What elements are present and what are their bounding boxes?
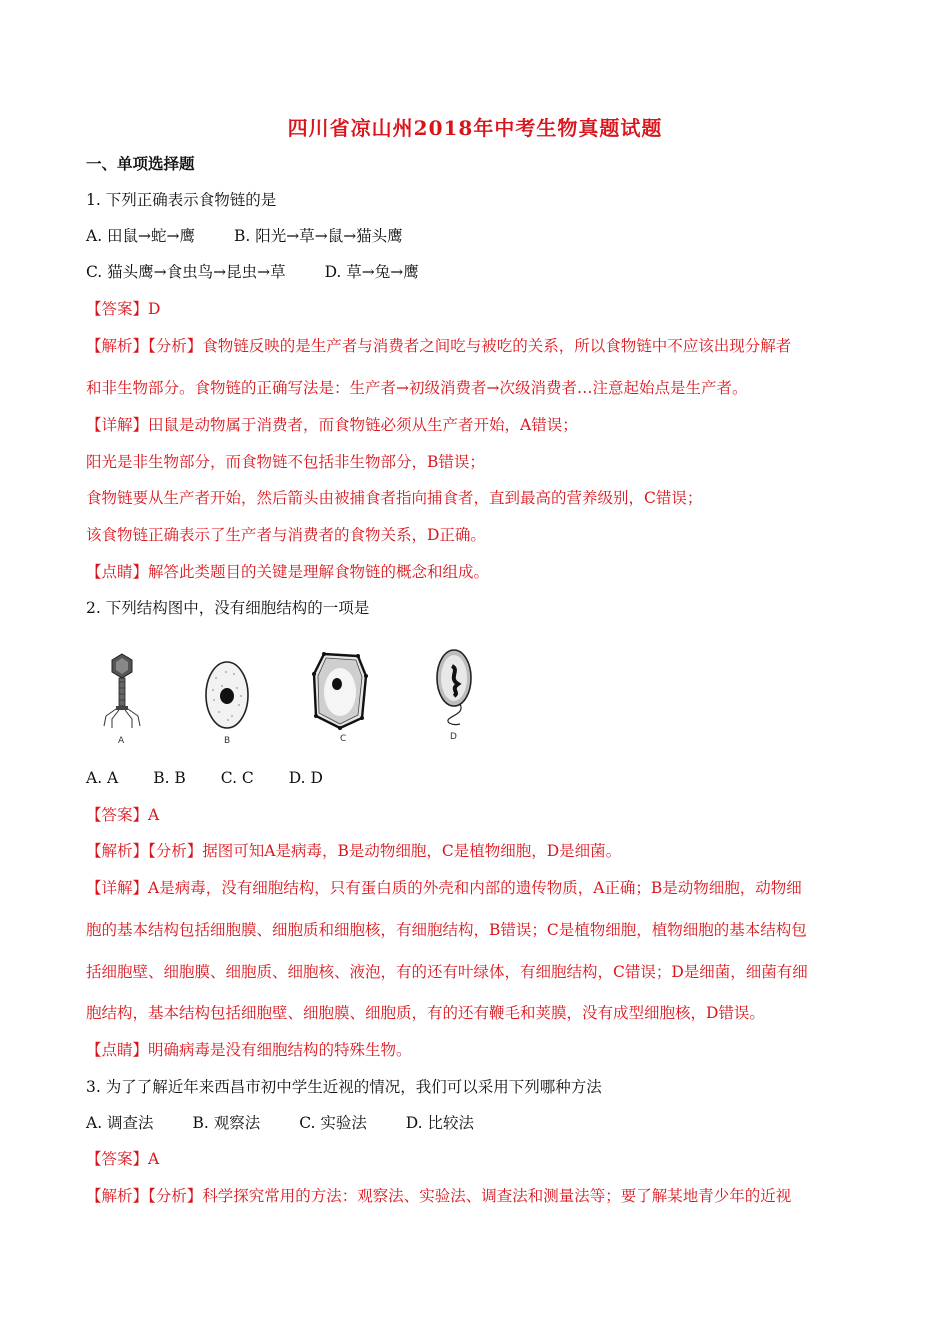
q2-detail-4: 胞结构，基本结构包括细胞壁、细胞膜、细胞质，有的还有鞭毛和荚膜，没有成型细胞核，D错误。 [86,1004,765,1022]
animal-cell-figure [204,660,250,730]
q2-option-d: D. D [288,769,323,787]
plant-cell-figure [310,650,370,732]
q1-answer: 【答案】D [86,300,161,318]
q1-detail-4: 该食物链正确表示了生产者与消费者的食物关系，D正确。 [86,526,486,544]
q2-answer: 【答案】A [86,806,160,824]
question-2-options [86,766,876,790]
figure-label-c: C [340,734,347,744]
document-title: 四川省凉山州2018年中考生物真题试题 [287,116,663,140]
q1-tip: 【点睛】解答此类题目的关键是理解食物链的概念和组成。 [86,563,490,581]
q1-detail-1: 【详解】田鼠是动物属于消费者，而食物链必须从生产者开始，A错误； [86,416,578,434]
q3-option-a: A. 调查法 [86,1114,154,1132]
q1-analysis: 【解析】【分析】食物链反映的是生产者与消费者之间吃与被吃的关系，所以食物链中不应该出现分解者 [86,337,792,355]
q2-option-a: A. A [86,769,119,787]
question-3-options [86,1111,876,1135]
q3-option-b: B. 观察法 [192,1114,261,1132]
q2-detail-2: 胞的基本结构包括细胞膜、细胞质和细胞核，有细胞结构，B错误；C是植物细胞，植物细胞的基本结构包 [86,921,807,939]
q2-option-c: C. C [220,769,254,787]
figure-label-b: B [224,736,231,746]
figure-label-d: D [450,732,457,742]
cell-structure-figures [100,646,500,756]
q1-detail-2: 阳光是非生物部分，而食物链不包括非生物部分，B错误； [86,453,485,471]
figure-label-a: A [118,736,125,746]
q3-analysis: 【解析】【分析】科学探究常用的方法：观察法、实验法、调查法和测量法等；要了解某地青少年的近视 [86,1187,792,1205]
question-1-options-row-1 [86,224,876,248]
virus-figure [100,646,144,746]
question-1-options-row-2 [86,260,876,284]
question-3-stem: 3. 为了了解近年来西昌市初中学生近视的情况，我们可以采用下列哪种方法 [86,1078,602,1096]
q3-option-c: C. 实验法 [299,1114,367,1132]
section-heading: 一、单项选择题 [86,154,195,173]
q3-option-d: D. 比较法 [405,1114,475,1132]
q3-answer: 【答案】A [86,1150,160,1168]
q1-detail-3: 食物链要从生产者开始，然后箭头由被捕食者指向捕食者，直到最高的营养级别，C错误； [86,489,703,507]
q2-option-b: B. B [153,769,186,787]
q2-detail-1: 【详解】A是病毒，没有细胞结构，只有蛋白质的外壳和内部的遗传物质，A正确；B是动物细胞，动物细 [86,879,802,897]
q1-option-d: D. 草→兔→鹰 [324,263,419,281]
q2-detail-3: 括细胞壁、细胞膜、细胞质、细胞核、液泡，有的还有叶绿体，有细胞结构，C错误；D是细菌，细菌有细 [86,963,808,981]
bacterium-figure [430,648,480,730]
question-1-stem: 1. 下列正确表示食物链的是 [86,191,277,209]
q2-analysis: 【解析】【分析】据图可知A是病毒，B是动物细胞，C是植物细胞，D是细菌。 [86,842,622,860]
q1-analysis-cont: 和非生物部分。食物链的正确写法是：生产者→初级消费者→次级消费者…注意起始点是生产者。 [86,379,748,397]
question-2-stem: 2. 下列结构图中，没有细胞结构的一项是 [86,599,370,617]
q1-option-b: B. 阳光→草→鼠→猫头鹰 [233,227,403,245]
q2-tip: 【点睛】明确病毒是没有细胞结构的特殊生物。 [86,1041,412,1059]
q1-option-c: C. 猫头鹰→食虫鸟→昆虫→草 [86,263,286,281]
q1-option-a: A. 田鼠→蛇→鹰 [86,227,196,245]
